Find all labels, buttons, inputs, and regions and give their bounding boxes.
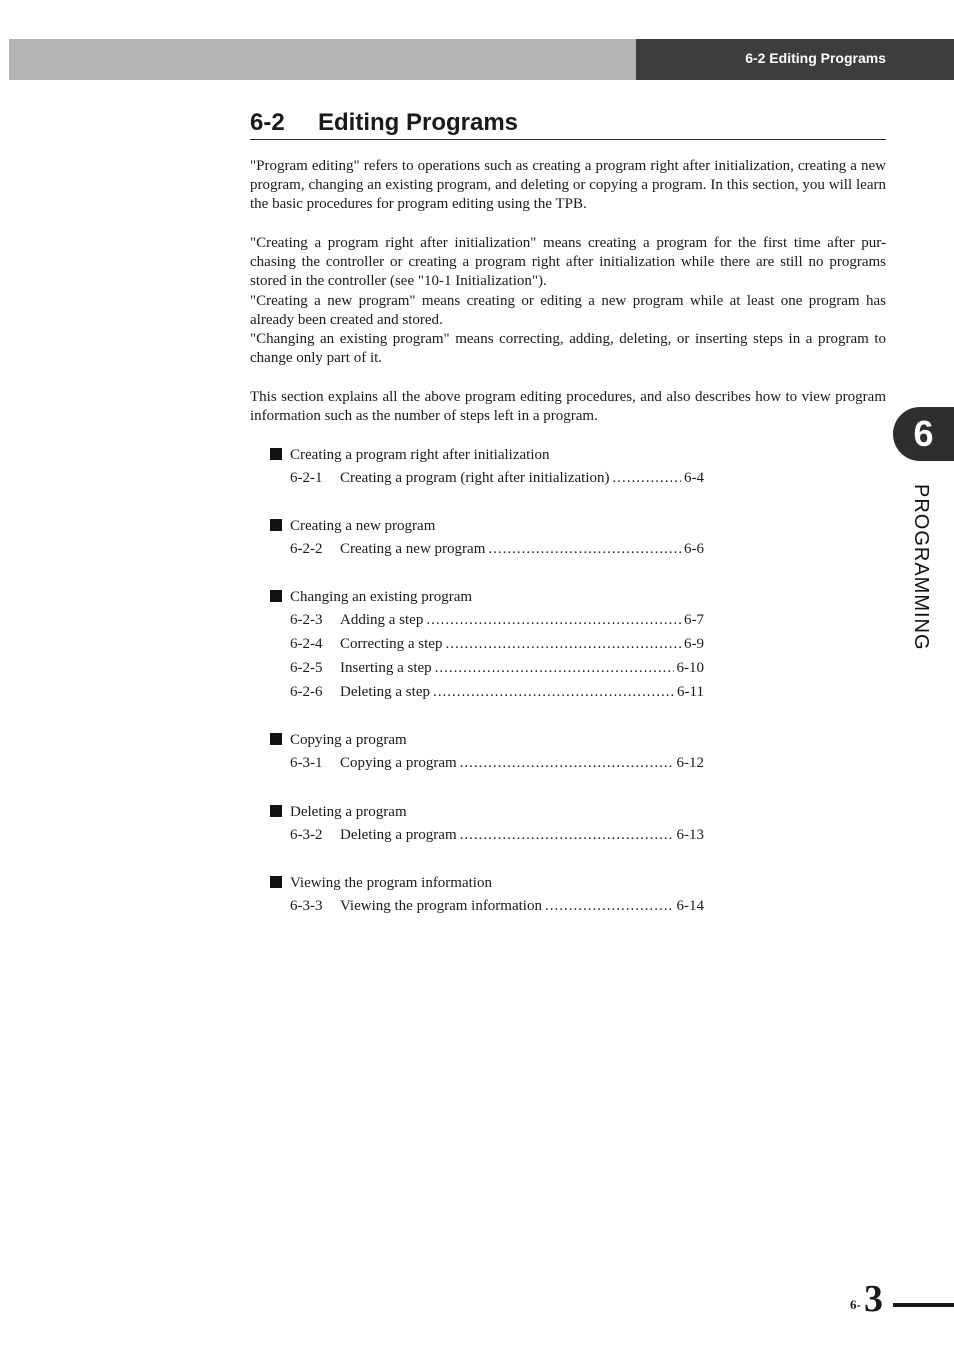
toc-group (270, 517, 704, 564)
toc-group-title: Creating a new program (270, 517, 704, 540)
toc-entry-title: Adding a step (340, 612, 424, 628)
chapter-label: PROGRAMMING (910, 484, 932, 651)
toc-entry[interactable] (290, 754, 704, 778)
toc-entry-page: 6-6 (684, 541, 704, 557)
paragraph: "Changing an existing program" means correcting, adding, deleting, or inserting steps in a program to change only part of it. (250, 331, 886, 367)
toc-entry-page: 6-7 (684, 612, 704, 628)
toc-entry-page: 6-11 (677, 684, 704, 700)
square-bullet-icon (270, 590, 282, 602)
toc-entry-page: 6-13 (676, 827, 704, 843)
chapter-tab (893, 407, 954, 461)
toc-entry[interactable] (290, 540, 704, 564)
square-bullet-icon (270, 733, 282, 745)
chapter-number: 6 (913, 413, 934, 454)
toc-entry-title: Correcting a step (340, 636, 443, 652)
toc-group-title: Deleting a program (270, 803, 704, 826)
dot-leader (433, 683, 674, 702)
toc-group (270, 446, 704, 493)
toc-group (270, 588, 704, 707)
toc-entry[interactable] (290, 659, 704, 683)
dot-leader (488, 540, 681, 559)
toc-group-title: Changing an existing program (270, 588, 704, 611)
toc-group (270, 803, 704, 850)
toc-entry-number: 6-3-1 (290, 755, 323, 771)
dot-leader (460, 754, 674, 773)
dot-leader (435, 659, 674, 678)
toc-entry-title: Creating a program (right after initialization) (340, 470, 610, 486)
section-heading (250, 108, 886, 140)
running-header-title: 6-2 Editing Programs (745, 50, 886, 66)
toc-entry[interactable] (290, 826, 704, 850)
toc-group (270, 874, 704, 921)
dot-leader (445, 635, 681, 654)
paragraph: "Creating a new program" means creating or editing a new program while at least one program has already been created and stored. (250, 292, 886, 328)
paragraph: "Program editing" refers to operations such as creating a program right after initialization, creating a new program, changing an existing program, and deleting or copying a program. In this section, you will learn the basic procedures for program editing using the TPB. (250, 158, 886, 213)
toc-entry-title: Copying a program (340, 755, 457, 771)
toc-entry-number: 6-2-4 (290, 636, 323, 652)
toc-entry-page: 6-4 (684, 470, 704, 486)
toc-group-title: Creating a program right after initialization (270, 446, 704, 469)
toc-group-title: Copying a program (270, 731, 704, 754)
toc-group-title: Viewing the program information (270, 874, 704, 897)
section-title: Editing Programs (318, 109, 519, 136)
toc-entry-title: Inserting a step (340, 660, 432, 676)
toc-entry[interactable] (290, 897, 704, 921)
toc-entry[interactable] (290, 611, 704, 635)
dot-leader (426, 611, 681, 630)
square-bullet-icon (270, 448, 282, 460)
toc-entry-page: 6-14 (676, 898, 704, 914)
definitions-block (250, 234, 886, 368)
toc-entry[interactable] (290, 635, 704, 659)
toc-entry-number: 6-2-5 (290, 660, 323, 676)
summary-paragraph (250, 388, 886, 426)
toc-entry-number: 6-2-3 (290, 612, 323, 628)
toc-entry-number: 6-3-3 (290, 898, 323, 914)
toc-entry-page: 6-10 (676, 660, 704, 676)
toc-entry-title: Creating a new program (340, 541, 486, 557)
intro-paragraph (250, 157, 886, 215)
dot-leader (545, 897, 674, 916)
square-bullet-icon (270, 805, 282, 817)
toc-entry-page: 6-12 (676, 755, 704, 771)
toc-entry[interactable] (290, 683, 704, 707)
toc-group (270, 731, 704, 778)
section-number: 6-2 (250, 109, 285, 136)
page-number-prefix: 6- (850, 1297, 861, 1312)
toc-entry-number: 6-2-6 (290, 684, 323, 700)
toc-entry-title: Viewing the program information (340, 898, 542, 914)
dot-leader (612, 469, 681, 488)
page-footer-rule (893, 1303, 954, 1307)
square-bullet-icon (270, 876, 282, 888)
paragraph: This section explains all the above program editing procedures, and also describes how to view program information such as the number of steps left in a program. (250, 389, 886, 425)
toc-entry-title: Deleting a program (340, 827, 457, 843)
toc-entry-number: 6-3-2 (290, 827, 323, 843)
paragraph: "Creating a program right after initialization" means creating a program for the first time after pur-chasing the controller or creating a program right after initialization while there are still no programs stored in the controller (see "10-1 Initialization"). (250, 235, 886, 290)
square-bullet-icon (270, 519, 282, 531)
toc-entry[interactable] (290, 469, 704, 493)
toc-entry-title: Deleting a step (340, 684, 430, 700)
header-bar (9, 39, 636, 80)
toc-entry-number: 6-2-1 (290, 470, 323, 486)
page-number: 3 (864, 1278, 883, 1320)
dot-leader (460, 826, 674, 845)
toc-entry-number: 6-2-2 (290, 541, 323, 557)
toc-entry-page: 6-9 (684, 636, 704, 652)
